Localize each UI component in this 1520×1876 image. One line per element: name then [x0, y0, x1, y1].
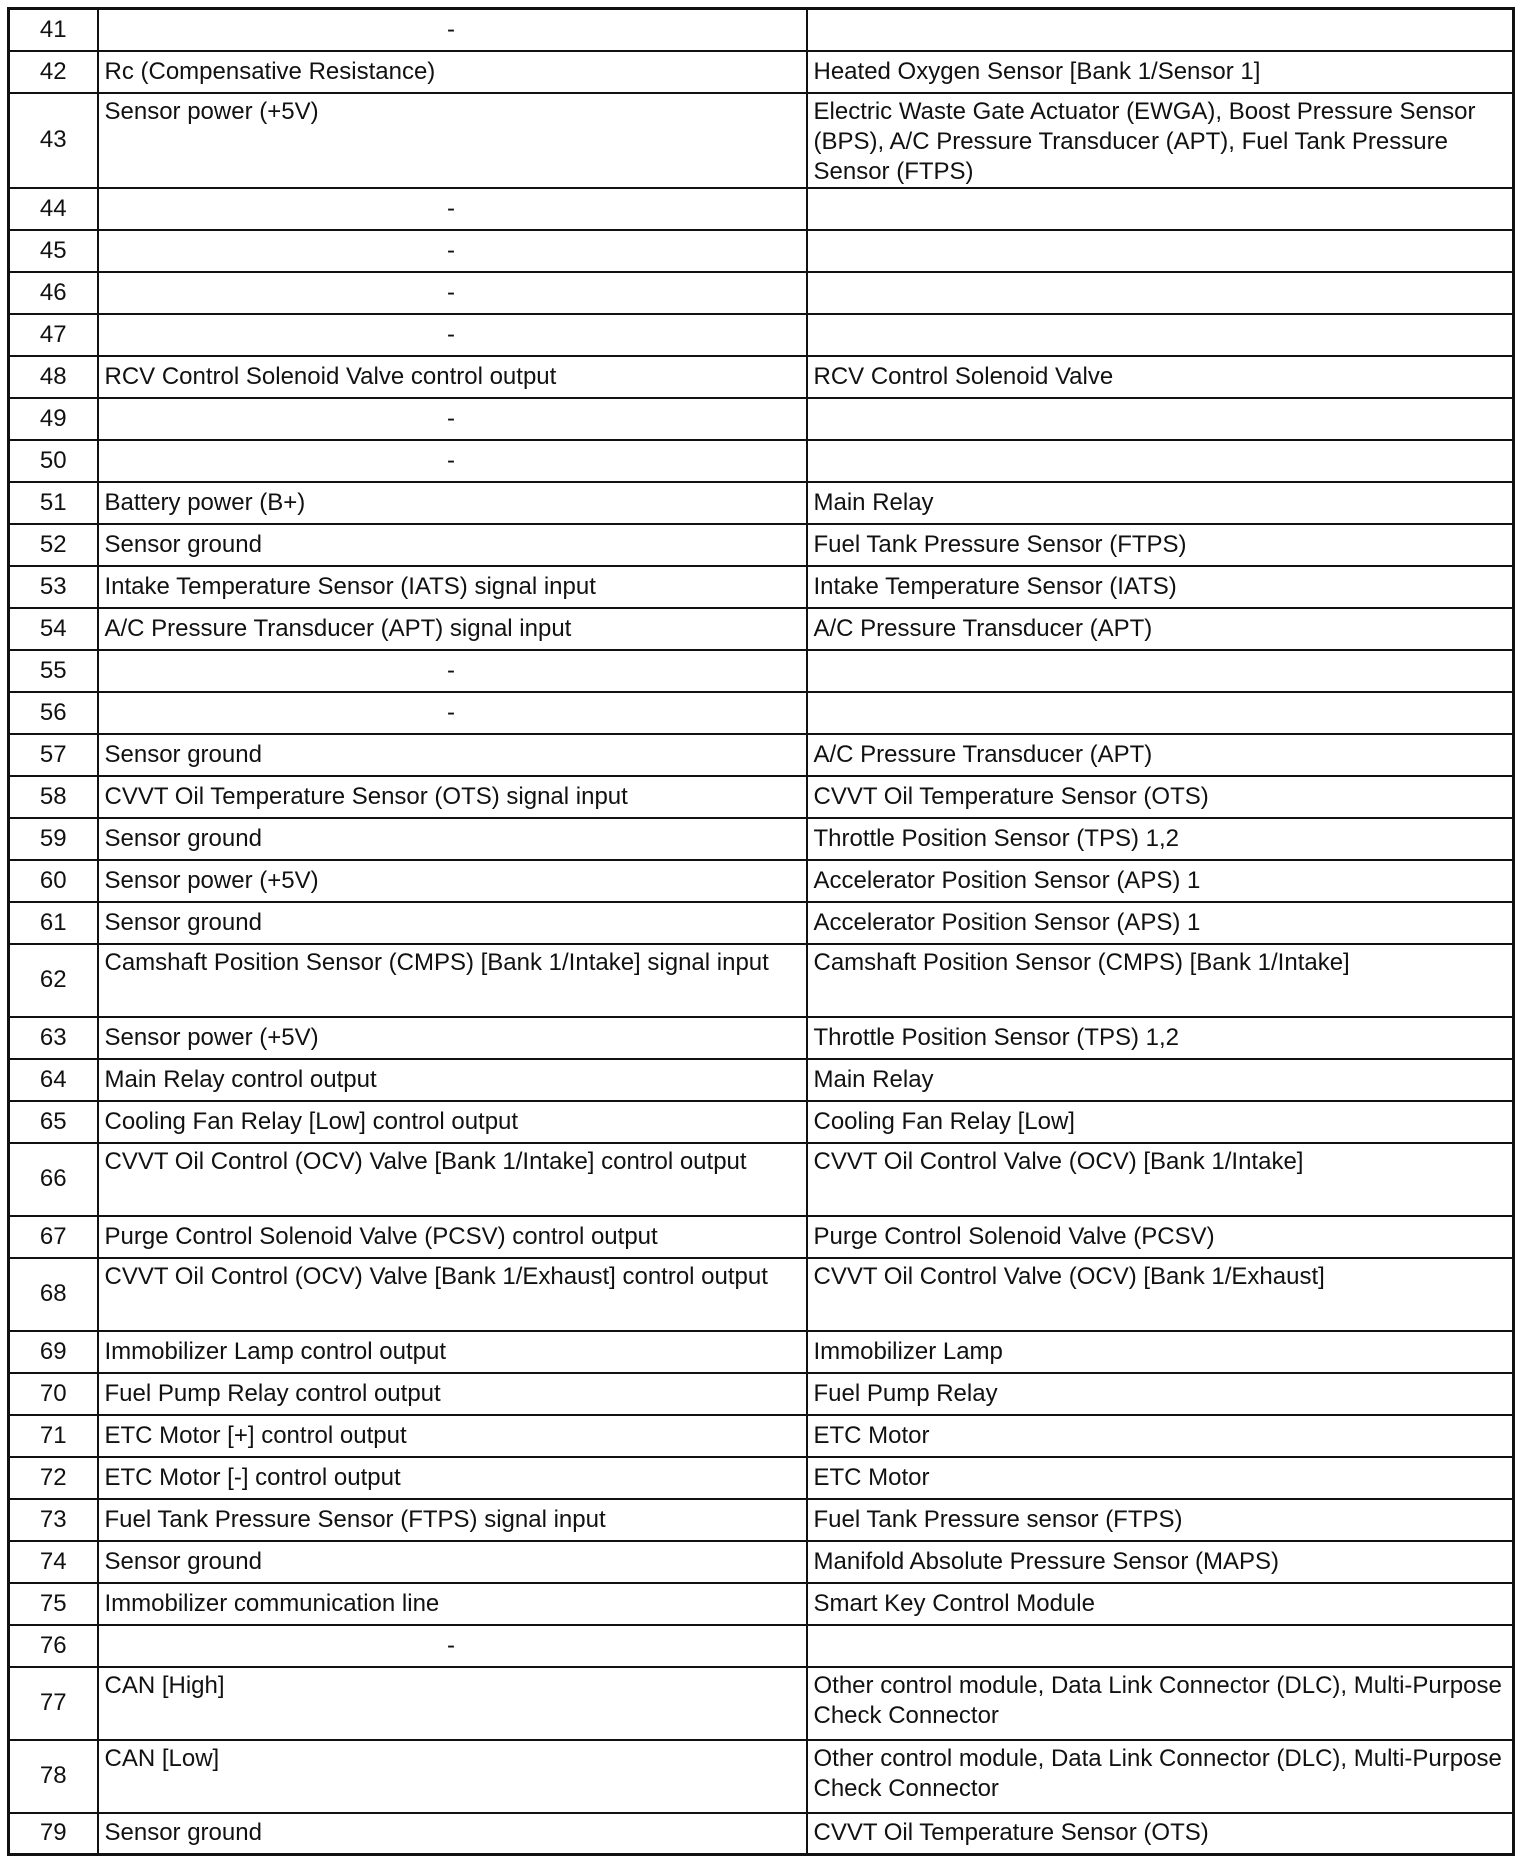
pin-description: Main Relay control output [98, 1059, 807, 1101]
connected-component [807, 692, 1514, 734]
table-row [9, 524, 1514, 566]
pin-number: 46 [9, 272, 98, 314]
connected-component: Fuel Pump Relay [807, 1373, 1514, 1415]
pin-description: ETC Motor [+] control output [98, 1415, 807, 1457]
pin-number: 66 [9, 1143, 98, 1216]
pin-description: CVVT Oil Temperature Sensor (OTS) signal input [98, 776, 807, 818]
pin-number: 54 [9, 608, 98, 650]
pin-number: 76 [9, 1625, 98, 1667]
pin-description: Sensor ground [98, 818, 807, 860]
connected-component: Other control module, Data Link Connector (DLC), Multi-Purpose Check Connector [807, 1667, 1514, 1740]
table-row [9, 188, 1514, 230]
pin-number: 53 [9, 566, 98, 608]
pin-number: 41 [9, 9, 98, 51]
unused-pin-dash: - [447, 236, 455, 264]
connected-component: Cooling Fan Relay [Low] [807, 1101, 1514, 1143]
connected-component: ETC Motor [807, 1457, 1514, 1499]
table-row [9, 1258, 1514, 1331]
pin-description [98, 188, 807, 230]
connected-component: Throttle Position Sensor (TPS) 1,2 [807, 818, 1514, 860]
connected-component: Main Relay [807, 1059, 1514, 1101]
connected-component [807, 314, 1514, 356]
connected-component: Main Relay [807, 482, 1514, 524]
pin-description: Sensor ground [98, 1541, 807, 1583]
table-row [9, 1667, 1514, 1740]
connected-component [807, 440, 1514, 482]
table-row [9, 1415, 1514, 1457]
pin-description: Cooling Fan Relay [Low] control output [98, 1101, 807, 1143]
pin-number: 78 [9, 1740, 98, 1813]
connected-component: RCV Control Solenoid Valve [807, 356, 1514, 398]
pin-number: 70 [9, 1373, 98, 1415]
unused-pin-dash: - [447, 446, 455, 474]
table-row [9, 230, 1514, 272]
table-row [9, 1143, 1514, 1216]
pin-description: Rc (Compensative Resistance) [98, 51, 807, 93]
pin-description: CAN [Low] [98, 1740, 807, 1813]
pin-number: 69 [9, 1331, 98, 1373]
pin-description: Sensor ground [98, 734, 807, 776]
connected-component: Purge Control Solenoid Valve (PCSV) [807, 1216, 1514, 1258]
unused-pin-dash: - [447, 1631, 455, 1659]
pin-number: 61 [9, 902, 98, 944]
pin-description [98, 398, 807, 440]
table-row [9, 1625, 1514, 1667]
pin-description: Purge Control Solenoid Valve (PCSV) control output [98, 1216, 807, 1258]
table-row [9, 650, 1514, 692]
table-row [9, 944, 1514, 1017]
table-row [9, 566, 1514, 608]
pin-description: Camshaft Position Sensor (CMPS) [Bank 1/Intake] signal input [98, 944, 807, 1017]
table-row [9, 1740, 1514, 1813]
connected-component: Intake Temperature Sensor (IATS) [807, 566, 1514, 608]
table-row [9, 272, 1514, 314]
pin-description [98, 230, 807, 272]
connected-component: ETC Motor [807, 1415, 1514, 1457]
table-row [9, 1101, 1514, 1143]
connected-component: Accelerator Position Sensor (APS) 1 [807, 860, 1514, 902]
connected-component: A/C Pressure Transducer (APT) [807, 734, 1514, 776]
pin-description: CVVT Oil Control (OCV) Valve [Bank 1/Intake] control output [98, 1143, 807, 1216]
pin-number: 44 [9, 188, 98, 230]
connected-component: Smart Key Control Module [807, 1583, 1514, 1625]
pin-description: RCV Control Solenoid Valve control output [98, 356, 807, 398]
pin-description: Sensor power (+5V) [98, 93, 807, 188]
pin-description: CVVT Oil Control (OCV) Valve [Bank 1/Exhaust] control output [98, 1258, 807, 1331]
table-row [9, 1017, 1514, 1059]
pin-number: 60 [9, 860, 98, 902]
table-row [9, 818, 1514, 860]
connected-component: Fuel Tank Pressure Sensor (FTPS) [807, 524, 1514, 566]
pin-number: 73 [9, 1499, 98, 1541]
table-row [9, 356, 1514, 398]
unused-pin-dash: - [447, 320, 455, 348]
table-row [9, 51, 1514, 93]
pin-description [98, 692, 807, 734]
pin-number: 52 [9, 524, 98, 566]
pin-table-body [9, 9, 1514, 1855]
connected-component: CVVT Oil Temperature Sensor (OTS) [807, 776, 1514, 818]
connected-component: Immobilizer Lamp [807, 1331, 1514, 1373]
table-row [9, 398, 1514, 440]
pin-number: 75 [9, 1583, 98, 1625]
table-row [9, 9, 1514, 51]
pin-number: 50 [9, 440, 98, 482]
pin-number: 42 [9, 51, 98, 93]
pin-table [7, 7, 1515, 1856]
connected-component: A/C Pressure Transducer (APT) [807, 608, 1514, 650]
pin-description: CAN [High] [98, 1667, 807, 1740]
table-row [9, 440, 1514, 482]
table-row [9, 1541, 1514, 1583]
pin-description [98, 9, 807, 51]
pin-number: 74 [9, 1541, 98, 1583]
connected-component [807, 230, 1514, 272]
pin-number: 43 [9, 93, 98, 188]
connected-component: Heated Oxygen Sensor [Bank 1/Sensor 1] [807, 51, 1514, 93]
table-row [9, 692, 1514, 734]
unused-pin-dash: - [447, 15, 455, 43]
table-row [9, 1373, 1514, 1415]
connected-component: Throttle Position Sensor (TPS) 1,2 [807, 1017, 1514, 1059]
pin-description [98, 650, 807, 692]
table-row [9, 1813, 1514, 1855]
connected-component [807, 398, 1514, 440]
pin-description [98, 272, 807, 314]
pin-number: 58 [9, 776, 98, 818]
pin-number: 65 [9, 1101, 98, 1143]
table-row [9, 482, 1514, 524]
unused-pin-dash: - [447, 194, 455, 222]
pin-description: A/C Pressure Transducer (APT) signal input [98, 608, 807, 650]
pin-description: Fuel Pump Relay control output [98, 1373, 807, 1415]
pin-number: 62 [9, 944, 98, 1017]
connected-component: Accelerator Position Sensor (APS) 1 [807, 902, 1514, 944]
pin-number: 49 [9, 398, 98, 440]
table-row [9, 608, 1514, 650]
pin-description [98, 1625, 807, 1667]
connected-component: Fuel Tank Pressure sensor (FTPS) [807, 1499, 1514, 1541]
connected-component [807, 650, 1514, 692]
unused-pin-dash: - [447, 656, 455, 684]
connected-component [807, 1625, 1514, 1667]
pin-description: ETC Motor [-] control output [98, 1457, 807, 1499]
pin-number: 68 [9, 1258, 98, 1331]
pin-number: 48 [9, 356, 98, 398]
table-row [9, 314, 1514, 356]
pin-number: 47 [9, 314, 98, 356]
table-row [9, 860, 1514, 902]
connected-component: Electric Waste Gate Actuator (EWGA), Boost Pressure Sensor (BPS), A/C Pressure Transducer (APT), Fuel Tank Pressure Sensor (FTPS) [807, 93, 1514, 188]
pin-description: Battery power (B+) [98, 482, 807, 524]
pin-description: Immobilizer Lamp control output [98, 1331, 807, 1373]
table-row [9, 1583, 1514, 1625]
table-row [9, 1216, 1514, 1258]
pin-number: 79 [9, 1813, 98, 1855]
connected-component: Other control module, Data Link Connector (DLC), Multi-Purpose Check Connector [807, 1740, 1514, 1813]
pin-number: 51 [9, 482, 98, 524]
table-row [9, 1499, 1514, 1541]
table-row [9, 1059, 1514, 1101]
pin-description: Fuel Tank Pressure Sensor (FTPS) signal input [98, 1499, 807, 1541]
connected-component: CVVT Oil Control Valve (OCV) [Bank 1/Exhaust] [807, 1258, 1514, 1331]
table-row [9, 1457, 1514, 1499]
pin-number: 57 [9, 734, 98, 776]
connected-component: Manifold Absolute Pressure Sensor (MAPS) [807, 1541, 1514, 1583]
unused-pin-dash: - [447, 278, 455, 306]
pin-number: 72 [9, 1457, 98, 1499]
pin-number: 67 [9, 1216, 98, 1258]
pin-description: Sensor power (+5V) [98, 860, 807, 902]
table-row [9, 1331, 1514, 1373]
pin-description [98, 440, 807, 482]
pin-number: 77 [9, 1667, 98, 1740]
connected-component [807, 9, 1514, 51]
table-row [9, 776, 1514, 818]
connected-component [807, 188, 1514, 230]
pin-description: Intake Temperature Sensor (IATS) signal input [98, 566, 807, 608]
pin-description: Sensor ground [98, 1813, 807, 1855]
pin-number: 55 [9, 650, 98, 692]
unused-pin-dash: - [447, 698, 455, 726]
pin-number: 56 [9, 692, 98, 734]
connected-component [807, 272, 1514, 314]
table-row [9, 93, 1514, 188]
pin-number: 63 [9, 1017, 98, 1059]
pin-description: Immobilizer communication line [98, 1583, 807, 1625]
pin-description [98, 314, 807, 356]
pin-description: Sensor ground [98, 524, 807, 566]
connected-component: CVVT Oil Control Valve (OCV) [Bank 1/Intake] [807, 1143, 1514, 1216]
pin-description: Sensor ground [98, 902, 807, 944]
connected-component: Camshaft Position Sensor (CMPS) [Bank 1/Intake] [807, 944, 1514, 1017]
table-row [9, 902, 1514, 944]
pin-number: 59 [9, 818, 98, 860]
connected-component: CVVT Oil Temperature Sensor (OTS) [807, 1813, 1514, 1855]
table-row [9, 734, 1514, 776]
pin-number: 64 [9, 1059, 98, 1101]
pin-number: 45 [9, 230, 98, 272]
pin-number: 71 [9, 1415, 98, 1457]
unused-pin-dash: - [447, 404, 455, 432]
pin-description: Sensor power (+5V) [98, 1017, 807, 1059]
